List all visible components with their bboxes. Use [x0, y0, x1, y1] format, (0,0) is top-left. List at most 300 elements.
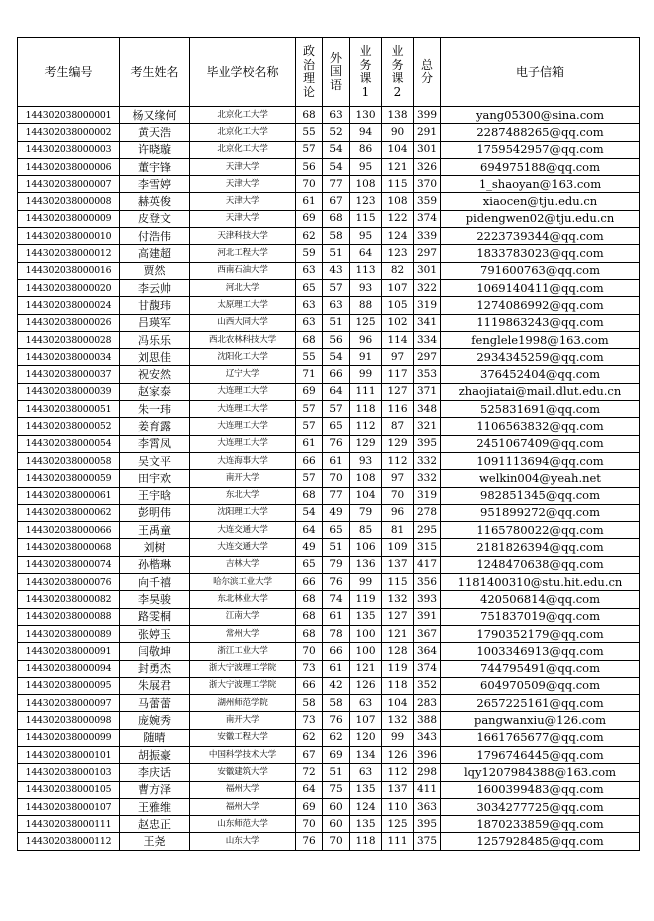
foreign-language-score-cell: 68	[323, 210, 350, 227]
foreign-language-score-cell: 67	[323, 193, 350, 210]
email-cell: 951899272@qq.com	[441, 504, 640, 521]
student-id-cell: 144302038000074	[18, 556, 120, 573]
course1-score-cell: 99	[350, 574, 382, 591]
total-score-cell: 297	[414, 349, 441, 366]
email-cell: 1870233859@qq.com	[441, 816, 640, 833]
email-cell: 694975188@qq.com	[441, 158, 640, 175]
student-name-cell: 赵忠正	[120, 816, 190, 833]
table-row	[18, 210, 640, 227]
student-id-cell: 144302038000028	[18, 331, 120, 348]
total-score-cell: 332	[414, 452, 441, 469]
student-name-cell: 李庆话	[120, 764, 190, 781]
student-name-cell: 庞婉秀	[120, 712, 190, 729]
total-score-cell: 321	[414, 418, 441, 435]
header-total	[414, 38, 441, 107]
total-score-cell: 375	[414, 833, 441, 850]
course1-score-cell: 93	[350, 279, 382, 296]
foreign-language-score-cell: 57	[323, 279, 350, 296]
course1-score-cell: 63	[350, 695, 382, 712]
table-row	[18, 452, 640, 469]
email-cell: 1091113694@qq.com	[441, 452, 640, 469]
school-cell: 浙大宁波理工学院	[190, 677, 296, 694]
course1-score-cell: 95	[350, 228, 382, 245]
email-cell: 1_shaoyan@163.com	[441, 176, 640, 193]
course1-score-cell: 99	[350, 366, 382, 383]
header-total-char: 分	[420, 71, 433, 85]
student-id-cell: 144302038000034	[18, 349, 120, 366]
email-cell: 2934345259@qq.com	[441, 349, 640, 366]
school-cell: 大连理工大学	[190, 383, 296, 400]
foreign-language-score-cell: 54	[323, 349, 350, 366]
course2-score-cell: 119	[382, 660, 414, 677]
school-cell: 沈阳理工大学	[190, 504, 296, 521]
politics-score-cell: 57	[296, 470, 323, 487]
table-row	[18, 504, 640, 521]
foreign-language-score-cell: 60	[323, 816, 350, 833]
student-name-cell: 闫敬坤	[120, 643, 190, 660]
school-cell: 东北林业大学	[190, 591, 296, 608]
header-course2-char: 务	[391, 57, 404, 72]
email-cell: pangwanxiu@126.com	[441, 712, 640, 729]
student-id-cell: 144302038000002	[18, 124, 120, 141]
student-id-cell: 144302038000012	[18, 245, 120, 262]
student-id-cell: 144302038000066	[18, 522, 120, 539]
foreign-language-score-cell: 60	[323, 798, 350, 815]
header-row	[18, 38, 640, 107]
foreign-language-score-cell: 64	[323, 383, 350, 400]
table-row	[18, 349, 640, 366]
student-name-cell: 甘馥玮	[120, 297, 190, 314]
course2-score-cell: 127	[382, 608, 414, 625]
foreign-language-score-cell: 74	[323, 591, 350, 608]
course1-score-cell: 86	[350, 141, 382, 158]
school-cell: 哈尔滨工业大学	[190, 574, 296, 591]
student-name-cell: 随晴	[120, 729, 190, 746]
course1-score-cell: 100	[350, 643, 382, 660]
school-cell: 天津大学	[190, 158, 296, 175]
course2-score-cell: 121	[382, 158, 414, 175]
politics-score-cell: 70	[296, 643, 323, 660]
header-course2-char: 课	[391, 71, 404, 85]
email-cell: 1106563832@qq.com	[441, 418, 640, 435]
student-name-cell: 彭明伟	[120, 504, 190, 521]
total-score-cell: 291	[414, 124, 441, 141]
foreign-language-score-cell: 61	[323, 452, 350, 469]
politics-score-cell: 68	[296, 608, 323, 625]
school-cell: 沈阳化工大学	[190, 349, 296, 366]
course1-score-cell: 115	[350, 210, 382, 227]
student-name-cell: 吴文平	[120, 452, 190, 469]
header-school: 毕业学校名称	[190, 38, 296, 107]
course2-score-cell: 115	[382, 176, 414, 193]
student-id-cell: 144302038000051	[18, 401, 120, 418]
email-cell: yang05300@sina.com	[441, 107, 640, 124]
table-row	[18, 816, 640, 833]
foreign-language-score-cell: 51	[323, 245, 350, 262]
course2-score-cell: 90	[382, 124, 414, 141]
politics-score-cell: 63	[296, 297, 323, 314]
school-cell: 山东大学	[190, 833, 296, 850]
email-cell: pidengwen02@tju.edu.cn	[441, 210, 640, 227]
course2-score-cell: 123	[382, 245, 414, 262]
email-cell: 1790352179@qq.com	[441, 625, 640, 642]
foreign-language-score-cell: 58	[323, 695, 350, 712]
email-cell: 2287488265@qq.com	[441, 124, 640, 141]
politics-score-cell: 62	[296, 228, 323, 245]
table-row	[18, 712, 640, 729]
school-cell: 安徽建筑大学	[190, 764, 296, 781]
foreign-language-score-cell: 75	[323, 781, 350, 798]
politics-score-cell: 69	[296, 383, 323, 400]
politics-score-cell: 49	[296, 539, 323, 556]
total-score-cell: 301	[414, 262, 441, 279]
politics-score-cell: 73	[296, 660, 323, 677]
student-id-cell: 144302038000095	[18, 677, 120, 694]
politics-score-cell: 64	[296, 781, 323, 798]
course1-score-cell: 124	[350, 798, 382, 815]
school-cell: 吉林大学	[190, 556, 296, 573]
student-id-cell: 144302038000010	[18, 228, 120, 245]
table-row	[18, 643, 640, 660]
course1-score-cell: 85	[350, 522, 382, 539]
foreign-language-score-cell: 51	[323, 764, 350, 781]
table-row	[18, 522, 640, 539]
course2-score-cell: 126	[382, 746, 414, 763]
table-row	[18, 608, 640, 625]
student-name-cell: 朱一玮	[120, 401, 190, 418]
foreign-language-score-cell: 79	[323, 556, 350, 573]
header-course2-char: 2	[393, 84, 402, 99]
student-name-cell: 吕瑛军	[120, 314, 190, 331]
table-row	[18, 660, 640, 677]
course1-score-cell: 120	[350, 729, 382, 746]
course1-score-cell: 130	[350, 107, 382, 124]
course2-score-cell: 118	[382, 677, 414, 694]
course1-score-cell: 104	[350, 487, 382, 504]
politics-score-cell: 68	[296, 107, 323, 124]
politics-score-cell: 57	[296, 141, 323, 158]
total-score-cell: 370	[414, 176, 441, 193]
politics-score-cell: 63	[296, 314, 323, 331]
politics-score-cell: 68	[296, 487, 323, 504]
politics-score-cell: 71	[296, 366, 323, 383]
course2-score-cell: 116	[382, 401, 414, 418]
course2-score-cell: 127	[382, 383, 414, 400]
student-id-cell: 144302038000091	[18, 643, 120, 660]
student-id-cell: 144302038000003	[18, 141, 120, 158]
course2-score-cell: 96	[382, 504, 414, 521]
student-name-cell: 赵家泰	[120, 383, 190, 400]
politics-score-cell: 65	[296, 556, 323, 573]
header-course1-char: 课	[359, 71, 372, 85]
table-row	[18, 574, 640, 591]
student-name-cell: 李雪婷	[120, 176, 190, 193]
school-cell: 东北大学	[190, 487, 296, 504]
header-politics-char: 理	[302, 71, 315, 85]
foreign-language-score-cell: 77	[323, 176, 350, 193]
foreign-language-score-cell: 43	[323, 262, 350, 279]
student-name-cell: 李昊骏	[120, 591, 190, 608]
school-cell: 大连理工大学	[190, 401, 296, 418]
course2-score-cell: 104	[382, 695, 414, 712]
student-id-cell: 144302038000026	[18, 314, 120, 331]
student-name-cell: 许晓璇	[120, 141, 190, 158]
email-cell: 1661765677@qq.com	[441, 729, 640, 746]
course2-score-cell: 107	[382, 279, 414, 296]
foreign-language-score-cell: 78	[323, 625, 350, 642]
total-score-cell: 278	[414, 504, 441, 521]
header-foreign-char: 外	[329, 50, 342, 65]
school-cell: 北京化工大学	[190, 107, 296, 124]
header-total-char: 总	[420, 57, 433, 72]
email-cell: 2223739344@qq.com	[441, 228, 640, 245]
email-cell: 1165780022@qq.com	[441, 522, 640, 539]
student-id-cell: 144302038000088	[18, 608, 120, 625]
course2-score-cell: 137	[382, 556, 414, 573]
table-row	[18, 366, 640, 383]
course1-score-cell: 135	[350, 816, 382, 833]
foreign-language-score-cell: 62	[323, 729, 350, 746]
email-cell: 982851345@qq.com	[441, 487, 640, 504]
total-score-cell: 364	[414, 643, 441, 660]
header-course-1	[350, 38, 382, 107]
total-score-cell: 298	[414, 764, 441, 781]
course2-score-cell: 81	[382, 522, 414, 539]
score-table	[17, 37, 640, 851]
student-id-cell: 144302038000076	[18, 574, 120, 591]
school-cell: 天津大学	[190, 193, 296, 210]
politics-score-cell: 76	[296, 833, 323, 850]
total-score-cell: 352	[414, 677, 441, 694]
student-id-cell: 144302038000058	[18, 452, 120, 469]
school-cell: 大连交通大学	[190, 539, 296, 556]
email-cell: fenglele1998@163.com	[441, 331, 640, 348]
school-cell: 天津大学	[190, 210, 296, 227]
politics-score-cell: 61	[296, 435, 323, 452]
header-course1-char: 务	[359, 57, 372, 72]
student-name-cell: 朱展君	[120, 677, 190, 694]
course2-score-cell: 87	[382, 418, 414, 435]
course2-score-cell: 129	[382, 435, 414, 452]
header-politics	[296, 38, 323, 107]
total-score-cell: 319	[414, 487, 441, 504]
email-cell: welkin004@yeah.net	[441, 470, 640, 487]
school-cell: 河北工程大学	[190, 245, 296, 262]
politics-score-cell: 72	[296, 764, 323, 781]
course1-score-cell: 118	[350, 401, 382, 418]
student-name-cell: 冯乐乐	[120, 331, 190, 348]
table-row	[18, 677, 640, 694]
course2-score-cell: 132	[382, 591, 414, 608]
student-name-cell: 李霄凤	[120, 435, 190, 452]
total-score-cell: 322	[414, 279, 441, 296]
foreign-language-score-cell: 76	[323, 435, 350, 452]
table-row	[18, 833, 640, 850]
total-score-cell: 374	[414, 660, 441, 677]
course1-score-cell: 79	[350, 504, 382, 521]
course1-score-cell: 63	[350, 764, 382, 781]
table-row	[18, 729, 640, 746]
table-row	[18, 781, 640, 798]
student-name-cell: 付浩伟	[120, 228, 190, 245]
foreign-language-score-cell: 54	[323, 141, 350, 158]
politics-score-cell: 64	[296, 522, 323, 539]
politics-score-cell: 58	[296, 695, 323, 712]
course1-score-cell: 64	[350, 245, 382, 262]
course1-score-cell: 119	[350, 591, 382, 608]
email-cell: 1274086992@qq.com	[441, 297, 640, 314]
total-score-cell: 396	[414, 746, 441, 763]
total-score-cell: 353	[414, 366, 441, 383]
course1-score-cell: 126	[350, 677, 382, 694]
table-row	[18, 798, 640, 815]
course1-score-cell: 111	[350, 383, 382, 400]
student-id-cell: 144302038000105	[18, 781, 120, 798]
course1-score-cell: 134	[350, 746, 382, 763]
foreign-language-score-cell: 76	[323, 712, 350, 729]
foreign-language-score-cell: 56	[323, 331, 350, 348]
email-cell: 1181400310@stu.hit.edu.cn	[441, 574, 640, 591]
table-row	[18, 746, 640, 763]
course2-score-cell: 124	[382, 228, 414, 245]
email-cell: 1119863243@qq.com	[441, 314, 640, 331]
table-row	[18, 695, 640, 712]
student-id-cell: 144302038000052	[18, 418, 120, 435]
header-course2-char: 业	[391, 44, 404, 58]
student-id-cell: 144302038000039	[18, 383, 120, 400]
header-course-2	[382, 38, 414, 107]
student-name-cell: 王禹童	[120, 522, 190, 539]
school-cell: 太原理工大学	[190, 297, 296, 314]
school-cell: 北京化工大学	[190, 141, 296, 158]
foreign-language-score-cell: 49	[323, 504, 350, 521]
header-course1-char: 1	[361, 84, 370, 99]
student-name-cell: 李云帅	[120, 279, 190, 296]
email-cell: 525831691@qq.com	[441, 401, 640, 418]
politics-score-cell: 68	[296, 625, 323, 642]
school-cell: 大连理工大学	[190, 435, 296, 452]
course2-score-cell: 138	[382, 107, 414, 124]
foreign-language-score-cell: 65	[323, 522, 350, 539]
politics-score-cell: 68	[296, 591, 323, 608]
politics-score-cell: 69	[296, 210, 323, 227]
course1-score-cell: 106	[350, 539, 382, 556]
student-id-cell: 144302038000037	[18, 366, 120, 383]
total-score-cell: 326	[414, 158, 441, 175]
total-score-cell: 319	[414, 297, 441, 314]
student-name-cell: 赫英俊	[120, 193, 190, 210]
course2-score-cell: 111	[382, 833, 414, 850]
email-cell: 1796746445@qq.com	[441, 746, 640, 763]
email-cell: 791600763@qq.com	[441, 262, 640, 279]
politics-score-cell: 55	[296, 349, 323, 366]
course2-score-cell: 70	[382, 487, 414, 504]
student-id-cell: 144302038000068	[18, 539, 120, 556]
total-score-cell: 395	[414, 816, 441, 833]
total-score-cell: 395	[414, 435, 441, 452]
table-row	[18, 279, 640, 296]
student-name-cell: 董宇锋	[120, 158, 190, 175]
course1-score-cell: 113	[350, 262, 382, 279]
politics-score-cell: 61	[296, 193, 323, 210]
foreign-language-score-cell: 57	[323, 401, 350, 418]
politics-score-cell: 62	[296, 729, 323, 746]
header-student-name: 考生姓名	[120, 38, 190, 107]
school-cell: 湖州师范学院	[190, 695, 296, 712]
student-name-cell: 姜育露	[120, 418, 190, 435]
politics-score-cell: 66	[296, 452, 323, 469]
total-score-cell: 301	[414, 141, 441, 158]
student-name-cell: 贾然	[120, 262, 190, 279]
foreign-language-score-cell: 61	[323, 608, 350, 625]
student-id-cell: 144302038000098	[18, 712, 120, 729]
course2-score-cell: 115	[382, 574, 414, 591]
student-id-cell: 144302038000059	[18, 470, 120, 487]
email-cell: 2181826394@qq.com	[441, 539, 640, 556]
total-score-cell: 343	[414, 729, 441, 746]
total-score-cell: 393	[414, 591, 441, 608]
course1-score-cell: 91	[350, 349, 382, 366]
student-id-cell: 144302038000107	[18, 798, 120, 815]
school-cell: 天津大学	[190, 176, 296, 193]
politics-score-cell: 59	[296, 245, 323, 262]
email-cell: 751837019@qq.com	[441, 608, 640, 625]
foreign-language-score-cell: 77	[323, 487, 350, 504]
score-sheet	[17, 37, 640, 851]
student-name-cell: 封勇杰	[120, 660, 190, 677]
school-cell: 山东师范大学	[190, 816, 296, 833]
email-cell: zhaojiatai@mail.dlut.edu.cn	[441, 383, 640, 400]
header-foreign-char: 语	[329, 77, 342, 92]
student-id-cell: 144302038000094	[18, 660, 120, 677]
email-cell: 1257928485@qq.com	[441, 833, 640, 850]
school-cell: 南开大学	[190, 470, 296, 487]
email-cell: lqy1207984388@163.com	[441, 764, 640, 781]
student-id-cell: 144302038000097	[18, 695, 120, 712]
table-row	[18, 764, 640, 781]
course1-score-cell: 108	[350, 470, 382, 487]
politics-score-cell: 66	[296, 574, 323, 591]
foreign-language-score-cell: 69	[323, 746, 350, 763]
course1-score-cell: 112	[350, 418, 382, 435]
email-cell: 1600399483@qq.com	[441, 781, 640, 798]
table-row	[18, 107, 640, 124]
student-id-cell: 144302038000101	[18, 746, 120, 763]
school-cell: 河北大学	[190, 279, 296, 296]
email-cell: 1003346913@qq.com	[441, 643, 640, 660]
table-row	[18, 331, 640, 348]
school-cell: 中国科学技术大学	[190, 746, 296, 763]
total-score-cell: 339	[414, 228, 441, 245]
total-score-cell: 356	[414, 574, 441, 591]
student-name-cell: 向千禧	[120, 574, 190, 591]
foreign-language-score-cell: 58	[323, 228, 350, 245]
student-name-cell: 路雯桐	[120, 608, 190, 625]
total-score-cell: 283	[414, 695, 441, 712]
student-id-cell: 144302038000054	[18, 435, 120, 452]
course1-score-cell: 129	[350, 435, 382, 452]
foreign-language-score-cell: 70	[323, 833, 350, 850]
student-name-cell: 田宇欢	[120, 470, 190, 487]
politics-score-cell: 70	[296, 176, 323, 193]
course2-score-cell: 125	[382, 816, 414, 833]
table-row	[18, 193, 640, 210]
student-id-cell: 144302038000111	[18, 816, 120, 833]
email-cell: 376452404@qq.com	[441, 366, 640, 383]
course2-score-cell: 110	[382, 798, 414, 815]
table-body	[18, 107, 640, 851]
student-name-cell: 胡振豪	[120, 746, 190, 763]
